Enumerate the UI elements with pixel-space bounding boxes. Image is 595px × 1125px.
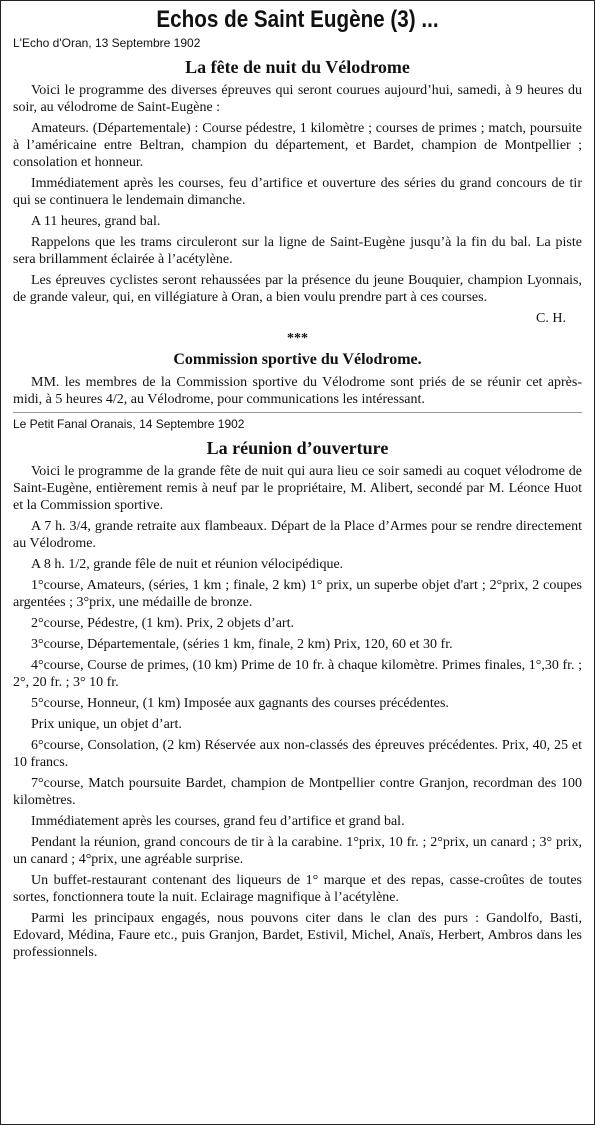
article-paragraph: Immédiatement après les courses, grand feu d’artifice et grand bal. [31,814,405,829]
article-headline: La fête de nuit du Vélodrome [185,57,410,77]
article-paragraph: 7°course, Match poursuite Bardet, champion de Montpellier contre Granjon, recordman des 100 kilomètres. [13,776,582,808]
article-paragraph: 5°course, Honneur, (1 km) Imposée aux gagnants des courses précédentes. [31,696,449,711]
article-paragraph: Pendant la réunion, grand concours de tir à la carabine. 1°prix, 10 fr. ; 2°prix, un canard ; 3° prix, un canard ; 4°prix, une agréable surprise. [13,835,582,867]
article-paragraph: Voici le programme des diverses épreuves qui seront courues aujourd’hui, samedi, à 9 heures du soir, au vélodrome de Saint-Eugène : [13,83,582,115]
asterisk-separator: *** [287,331,308,346]
article-source: Le Petit Fanal Oranais, 14 Septembre 1902 [13,412,582,432]
article-source: L'Echo d'Oran, 13 Septembre 1902 [13,36,201,50]
article-paragraph: 6°course, Consolation, (2 km) Réservée aux non-classés des épreuves précédentes. Prix, 40, 25 et 10 francs. [13,738,582,770]
article-paragraph: Les épreuves cyclistes seront rehaussées par la présence du jeune Bouquier, champion Lyonnais, de grande valeur, qui, en villégiature à Oran, a bien voulu prendre part à ces courses. [13,273,582,305]
article-paragraph: MM. les membres de la Commission sportive du Vélodrome sont priés de se réunir cet après-midi, à 5 heures 4/2, au Vélodrome, pour communications les intéressant. [13,375,582,407]
article-paragraph: Rappelons que les trams circuleront sur la ligne de Saint-Eugène jusqu’à la fin du bal. La piste sera brillamment éclairée à l’acétylène. [13,235,582,267]
article-paragraph: Amateurs. (Départementale) : Course pédestre, 1 kilomètre ; courses de primes ; match, poursuite à l’américaine entre Beltran, champion du département, et Bardet, champion de Montpellier ; consolation et honneur. [13,121,582,170]
article-paragraph: A 7 h. 3/4, grande retraite aux flambeaux. Départ de la Place d’Armes pour se rendre directement au Vélodrome. [13,519,582,551]
article-petit-fanal [13,412,582,961]
article-paragraph: 1°course, Amateurs, (séries, 1 km ; finale, 2 km) 1° prix, un superbe objet d'art ; 2°prix, 2 coupes argentées ; 3°prix, une médaille de bronze. [13,578,582,610]
article-paragraph: 4°course, Course de primes, (10 km) Prime de 10 fr. à chaque kilomètre. Primes finales, 1°,30 fr. ; 2°, 20 fr. ; 3° 10 fr. [13,658,582,690]
article-paragraph: Immédiatement après les courses, feu d’artifice et ouverture des séries du grand concours de tir qui se continuera le lendemain dimanche. [13,176,582,208]
article-paragraph: A 11 heures, grand bal. [31,214,161,229]
article-paragraph: A 8 h. 1/2, grande fêle de nuit et réunion vélocipédique. [31,557,344,572]
article-paragraph: 3°course, Départementale, (séries 1 km, finale, 2 km) Prix, 120, 60 et 30 fr. [31,637,453,652]
article-headline: La réunion d’ouverture [206,438,389,458]
article-signature: C. H. [536,311,566,326]
article-paragraph: Prix unique, un objet d’art. [31,717,182,732]
page-title: Echos de Saint Eugène (3) ... [156,6,439,33]
article-subheadline: Commission sportive du Vélodrome. [173,351,422,368]
article-paragraph: Un buffet-restaurant contenant des liqueurs de 1° marque et des repas, casse-croûtes de toutes sortes, fonctionnera toute la nuit. Eclairage magnifique à l’acétylène. [13,873,582,905]
article-paragraph: Voici le programme de la grande fête de nuit qui aura lieu ce soir samedi au coquet vélodrome de Saint-Eugène, entièrement remis à neuf par le propriétaire, M. Alibert, secondé par M. Léonce Huot et la Commission sportive. [13,464,582,513]
article-paragraph: Parmi les principaux engagés, nous pouvons citer dans le clan des purs : Gandolfo, Basti, Edovard, Médina, Faure etc., puis Granjon, Bardet, Estivil, Michel, Anaïs, Herbert, Ambros dans les professionnels. [13,911,582,960]
article-echo-oran [13,35,582,408]
article-paragraph: 2°course, Pédestre, (1 km). Prix, 2 objets d’art. [31,616,294,631]
